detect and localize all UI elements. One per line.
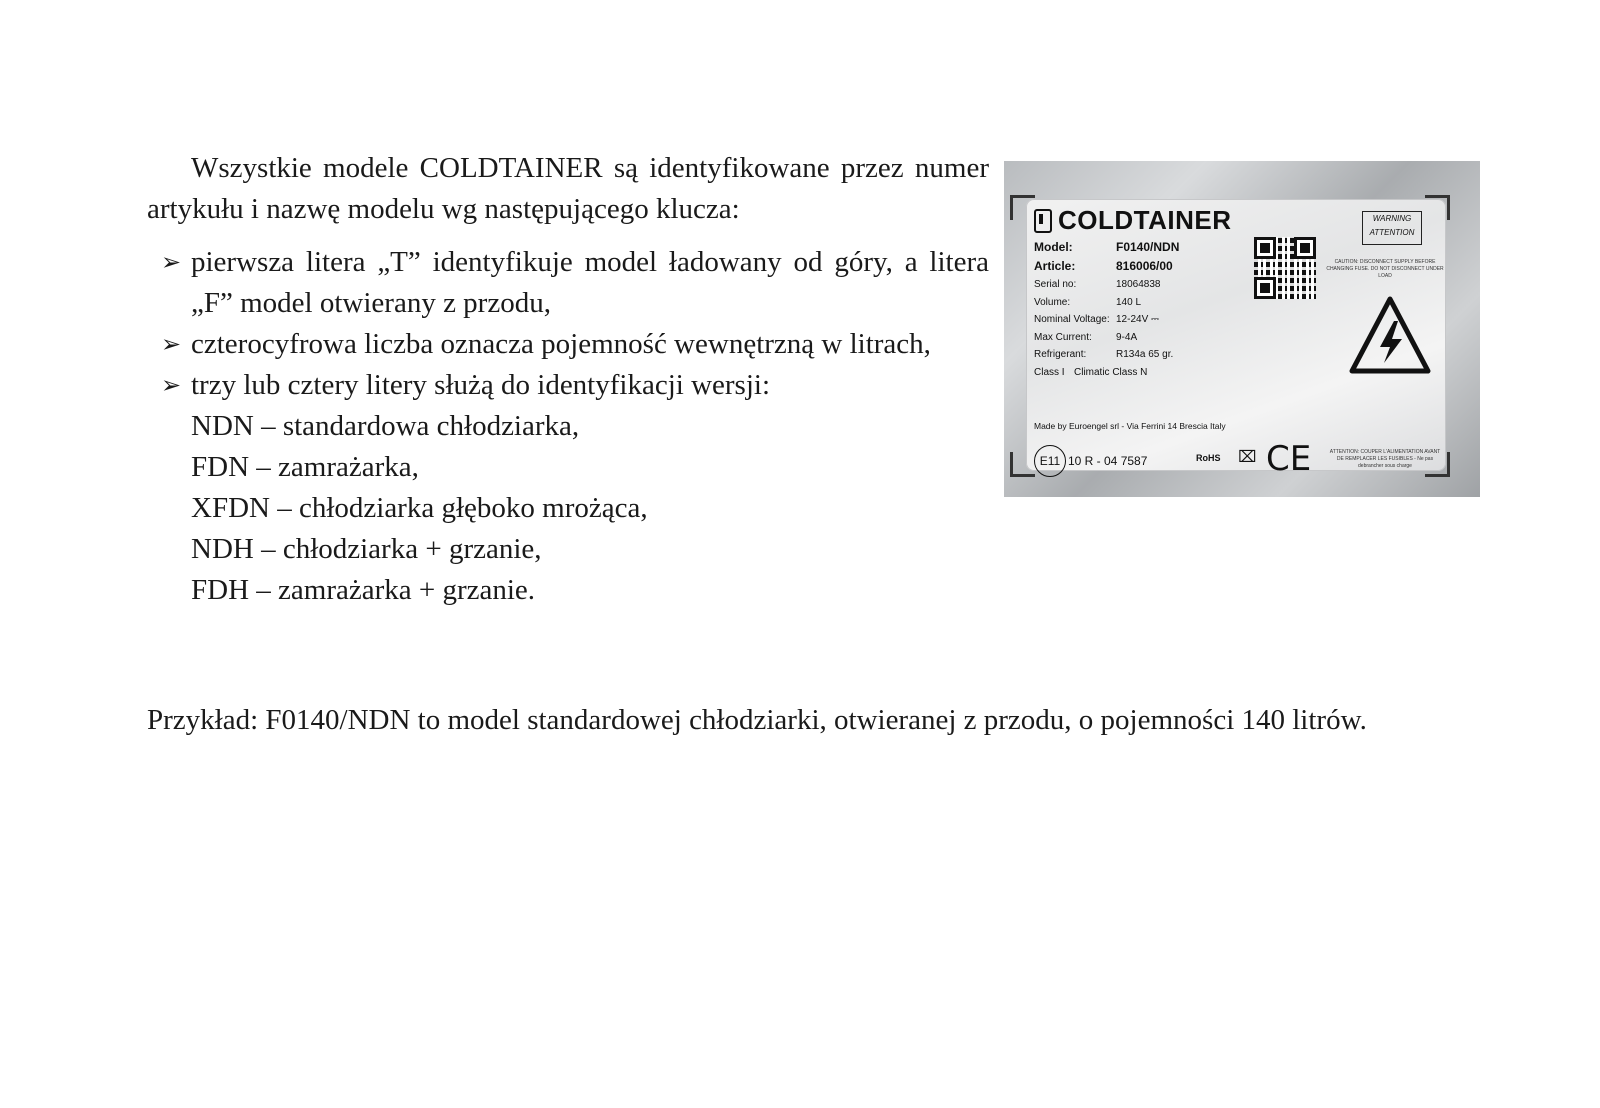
list-item-first-letter <box>147 242 989 324</box>
spec-value: 18064838 <box>1116 279 1161 290</box>
qr-finder-pattern <box>1294 237 1316 259</box>
spec-key: Volume: <box>1034 296 1071 308</box>
list-item-text: trzy lub cztery litery służą do identyfikacji wersji: <box>191 369 770 401</box>
warning-text: WARNING <box>1372 214 1412 223</box>
spec-row <box>1034 294 1179 312</box>
spec-row <box>1034 311 1179 329</box>
version-item: FDH – zamrażarka + grzanie. <box>191 574 536 606</box>
version-item: XFDN – chłodziarka głęboko mrożąca, <box>191 492 648 524</box>
version-item: NDH – chłodziarka + grzanie, <box>191 533 542 565</box>
electrical-hazard-icon <box>1348 295 1432 375</box>
spec-key: Class I <box>1034 366 1065 378</box>
spec-row <box>1034 364 1179 382</box>
rohs-mark: RoHS <box>1196 453 1221 463</box>
list-item-text: pierwsza litera „T” identyfikuje model ładowany od góry, a litera „F” model otwierany z przodu, <box>191 246 989 319</box>
spec-value: 12-24V ⎓ <box>1116 314 1160 325</box>
qr-finder-pattern <box>1254 277 1276 299</box>
spec-key: Max Current: <box>1034 331 1092 343</box>
list-item-text: czterocyfrowa liczba oznacza pojemność wewnętrzną w litrach, <box>191 328 931 360</box>
spec-row <box>1034 258 1179 277</box>
qr-code-icon <box>1254 237 1316 299</box>
rating-plate <box>1026 199 1446 479</box>
key-description <box>147 148 989 611</box>
spec-key: Model: <box>1034 240 1073 254</box>
caution-note: CAUTION: DISCONNECT SUPPLY BEFORE CHANGING FUSE. DO NOT DISCONNECT UNDER LOAD <box>1326 259 1444 279</box>
version-item: NDN – standardowa chłodziarka, <box>191 410 580 442</box>
model-key-list <box>147 242 989 406</box>
attention-note: ATTENTION: COUPER L'ALIMENTATION AVANT DE REMPLACER LES FUSIBLES - Ne pas debrancher sous charge <box>1329 449 1441 469</box>
version-list <box>147 406 989 611</box>
spec-value: 816006/00 <box>1116 258 1173 273</box>
spec-row <box>1034 239 1179 258</box>
rating-plate-photo <box>1004 161 1480 497</box>
spec-value: 140 L <box>1116 296 1142 308</box>
spec-row <box>1034 346 1179 364</box>
brand-name: COLDTAINER <box>1058 205 1232 235</box>
brand-logo <box>1034 205 1232 236</box>
attention-text-label: ATTENTION <box>1369 228 1415 237</box>
e-mark-circle: E11 <box>1034 445 1066 477</box>
weee-bin-icon: ⌧ <box>1238 449 1257 466</box>
e-mark-number: 10 R - 04 7587 <box>1068 454 1148 468</box>
manufacturer-line: Made by Euroengel srl - Via Ferrini 14 Brescia Italy <box>1034 421 1226 431</box>
arrow-bullet-icon: ➢ <box>161 248 182 276</box>
plate-specs <box>1034 239 1179 381</box>
spec-key: Article: <box>1034 258 1076 273</box>
spec-row <box>1034 329 1179 347</box>
spec-row <box>1034 276 1179 294</box>
list-item-four-digits <box>147 324 989 365</box>
coldtainer-logo-icon <box>1034 209 1052 233</box>
arrow-bullet-icon: ➢ <box>161 371 182 399</box>
list-item-version-letters <box>147 365 989 406</box>
spec-key: Serial no: <box>1034 279 1077 290</box>
arrow-bullet-icon: ➢ <box>161 330 182 358</box>
spec-value: R134a 65 gr. <box>1116 349 1174 360</box>
example-paragraph: Przykład: F0140/NDN to model standardowej chłodziarki, otwieranej z przodu, o pojemności 140 litrów. <box>147 704 1367 736</box>
spec-value: F0140/NDN <box>1116 240 1180 254</box>
spec-value: Climatic Class N <box>1074 366 1148 378</box>
spec-key: Refrigerant: <box>1034 349 1087 360</box>
e-approval-mark <box>1034 445 1147 477</box>
qr-finder-pattern <box>1254 237 1276 259</box>
spec-value: 9-4A <box>1116 331 1138 343</box>
spec-key: Nominal Voltage: <box>1034 314 1110 325</box>
intro-paragraph: Wszystkie modele COLDTAINER są identyfikowane przez numer artykułu i nazwę modelu wg następującego klucza: <box>147 152 989 225</box>
ce-mark: CE <box>1266 439 1312 479</box>
version-item: FDN – zamrażarka, <box>191 451 419 483</box>
warning-label <box>1362 211 1422 245</box>
